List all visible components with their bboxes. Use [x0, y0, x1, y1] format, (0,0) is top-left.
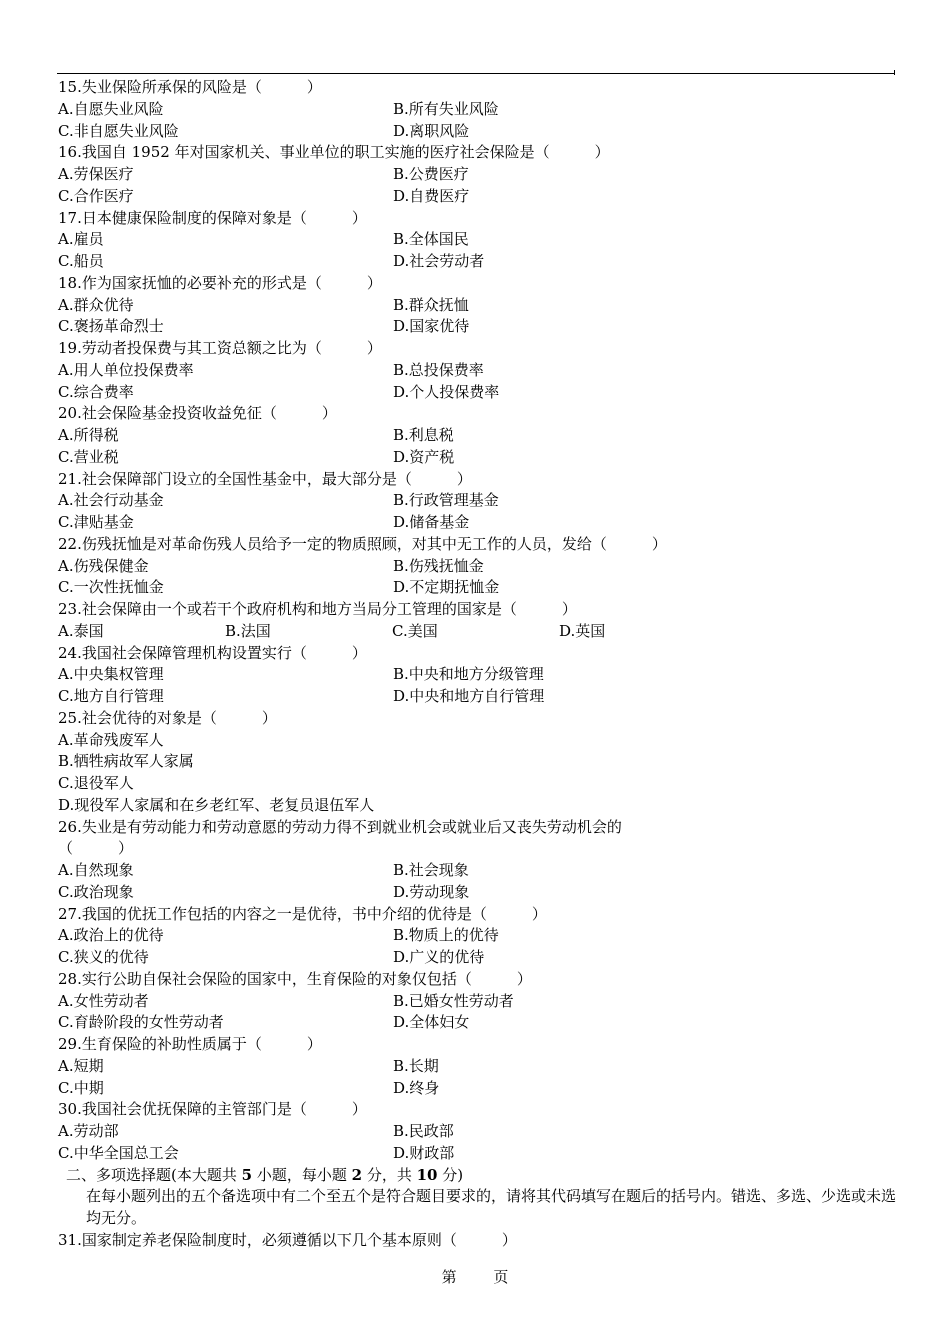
answer-option: D.不定期抚恤金: [393, 578, 500, 597]
question-stem: 23.社会保障由一个或若干个政府机构和地方当局分工管理的国家是（ ）: [58, 600, 577, 618]
answer-option: B.物质上的优待: [393, 926, 499, 945]
option-row: [58, 686, 898, 708]
answer-option: C.退役军人: [58, 774, 134, 792]
answer-option: A.革命残废军人: [58, 730, 164, 749]
section-2-instruction: 在每小题列出的五个备选项中有二个至五个是符合题目要求的，请将其代码填写在题后的括号内。错选、多选、少选或未选均无分。: [86, 1187, 897, 1227]
answer-option: D.现役军人家属和在乡老红军、老复员退伍军人: [58, 795, 375, 814]
answer-option: B.牺牲病故军人家属: [58, 752, 194, 771]
question-stem: 21.社会保障部门设立的全国性基金中，最大部分是（ ）: [58, 469, 472, 488]
answer-option: D.个人投保费率: [393, 382, 500, 401]
question-stem: 29.生育保险的补助性质属于（ ）: [58, 1035, 322, 1053]
answer-option: A.伤残保健金: [58, 556, 149, 575]
answer-option: C.狭义的优待: [58, 948, 149, 966]
option-row: [58, 621, 898, 643]
answer-option: A.劳动部: [58, 1122, 119, 1140]
question-stem: 20.社会保险基金投资收益免征（ ）: [58, 404, 337, 423]
answer-option: A.用人单位投保费率: [58, 360, 194, 379]
answer-option: B.长期: [393, 1056, 439, 1075]
answer-option: D.劳动现象: [393, 882, 470, 901]
question-stem: 24.我国社会保障管理机构设置实行（ ）: [58, 643, 367, 662]
option-row: [58, 882, 898, 904]
answer-option: C.地方自行管理: [58, 687, 164, 705]
option-row: [58, 1143, 898, 1165]
answer-option: C.综合费率: [58, 382, 134, 401]
question-stem: 15.失业保险所承保的风险是（ ）: [58, 78, 322, 96]
option-row: [58, 512, 898, 534]
option-row: [58, 1121, 898, 1143]
section-2-title: 二、多项选择题(本大题共 5 小题，每小题 2 分，共 10 分): [66, 1165, 464, 1184]
answer-option: D.终身: [393, 1078, 440, 1097]
answer-option: A.女性劳动者: [58, 991, 149, 1010]
answer-option: A.雇员: [58, 230, 104, 249]
option-row: [58, 360, 898, 382]
answer-option: C.津贴基金: [58, 513, 134, 531]
question-stem: 27.我国的优抚工作包括的内容之一是优待，书中介绍的优待是（ ）: [58, 904, 547, 923]
answer-option: D.财政部: [393, 1143, 455, 1162]
option-row: [58, 664, 898, 686]
question-stem: 16.我国自 1952 年对国家机关、事业单位的职工实施的医疗社会保险是（ ）: [58, 143, 610, 162]
question-answer-blank: （ ）: [58, 839, 134, 858]
option-row: [58, 577, 898, 599]
option-row: [58, 556, 898, 578]
answer-option: A.自然现象: [58, 861, 134, 879]
question-stem: 28.实行公助自保社会保险的国家中，生育保险的对象仅包括（ ）: [58, 969, 532, 988]
question-stem: 17.日本健康保险制度的保障对象是（ ）: [58, 208, 367, 227]
option-row: [58, 773, 898, 795]
answer-option: B.伤残抚恤金: [393, 556, 484, 575]
answer-option: B.利息税: [393, 426, 454, 444]
answer-option: A.所得税: [58, 426, 119, 444]
answer-option: A.自愿失业风险: [58, 99, 164, 118]
answer-option: B.中央和地方分级管理: [393, 665, 544, 684]
answer-option: D.中央和地方自行管理: [393, 687, 545, 705]
answer-option: A.社会行动基金: [58, 491, 164, 510]
answer-option: B.法国: [225, 621, 271, 640]
answer-option: A.泰国: [58, 621, 104, 640]
option-row: [58, 251, 898, 273]
answer-option: C.育龄阶段的女性劳动者: [58, 1013, 224, 1032]
question-list: [58, 77, 898, 1165]
question-stem: 19.劳动者投保费与其工资总额之比为（ ）: [58, 339, 382, 357]
answer-option: D.自费医疗: [393, 186, 470, 205]
answer-option: D.离职风险: [393, 121, 470, 140]
question-stem: 18.作为国家抚恤的必要补充的形式是（ ）: [58, 273, 382, 292]
answer-option: C.中期: [58, 1078, 104, 1097]
answer-option: A.政治上的优待: [58, 926, 164, 945]
answer-option: B.全体国民: [393, 230, 469, 249]
exam-content: [58, 77, 898, 1252]
question-stem: 22.伤残抚恤是对革命伤残人员给予一定的物质照顾，对其中无工作的人员，发给（ ）: [58, 534, 667, 553]
answer-option: C.一次性抚恤金: [58, 578, 164, 597]
option-row: [58, 860, 898, 882]
option-row: [58, 795, 898, 817]
option-row: [58, 947, 898, 969]
answer-option: C.褒扬革命烈士: [58, 317, 164, 336]
answer-option: B.已婚女性劳动者: [393, 991, 514, 1010]
answer-option: D.储备基金: [393, 513, 470, 531]
option-row: [58, 382, 898, 404]
answer-option: D.资产税: [393, 447, 455, 466]
answer-option: B.公费医疗: [393, 165, 469, 183]
option-row: [58, 186, 898, 208]
option-row: [58, 447, 898, 469]
option-row: [58, 425, 898, 447]
answer-option: C.非自愿失业风险: [58, 121, 179, 140]
header-rule-tick: [894, 70, 895, 75]
answer-option: C.美国: [392, 621, 438, 640]
answer-option: B.社会现象: [393, 861, 469, 879]
option-row: [58, 99, 898, 121]
answer-option: D.社会劳动者: [393, 252, 485, 270]
option-row: [58, 121, 898, 143]
answer-option: C.合作医疗: [58, 186, 134, 205]
answer-option: A.劳保医疗: [58, 165, 134, 183]
answer-option: C.中华全国总工会: [58, 1143, 179, 1162]
option-row: [58, 925, 898, 947]
option-row: [58, 1012, 898, 1034]
header-rule: [57, 73, 895, 74]
option-row: [58, 991, 898, 1013]
answer-option: D.国家优待: [393, 317, 470, 336]
option-row: [58, 1078, 898, 1100]
answer-option: D.全体妇女: [393, 1013, 470, 1032]
answer-option: B.行政管理基金: [393, 491, 499, 510]
option-row: [58, 490, 898, 512]
option-row: [58, 164, 898, 186]
answer-option: C.营业税: [58, 447, 119, 466]
option-row: [58, 730, 898, 752]
answer-option: B.所有失业风险: [393, 99, 499, 118]
answer-option: A.中央集权管理: [58, 665, 164, 684]
answer-option: A.短期: [58, 1056, 104, 1075]
question-stem: 25.社会优待的对象是（ ）: [58, 708, 277, 727]
option-row: [58, 751, 898, 773]
option-row: [58, 316, 898, 338]
option-row: [58, 1056, 898, 1078]
option-row: [58, 295, 898, 317]
answer-option: B.群众抚恤: [393, 295, 469, 314]
answer-option: B.民政部: [393, 1122, 454, 1140]
answer-option: C.政治现象: [58, 882, 134, 901]
question-31-stem: 31.国家制定养老保险制度时，必须遵循以下几个基本原则（ ）: [58, 1230, 517, 1249]
option-row: [58, 229, 898, 251]
question-stem: 26.失业是有劳动能力和劳动意愿的劳动力得不到就业机会或就业后又丧失劳动机会的: [58, 817, 622, 836]
answer-option: D.广义的优待: [393, 948, 485, 966]
answer-option: A.群众优待: [58, 295, 134, 314]
page-footer: 第 页: [441, 1268, 509, 1286]
question-stem: 30.我国社会优抚保障的主管部门是（ ）: [58, 1100, 367, 1119]
answer-option: C.船员: [58, 252, 104, 270]
answer-option: D.英国: [559, 621, 606, 640]
answer-option: B.总投保费率: [393, 360, 484, 379]
